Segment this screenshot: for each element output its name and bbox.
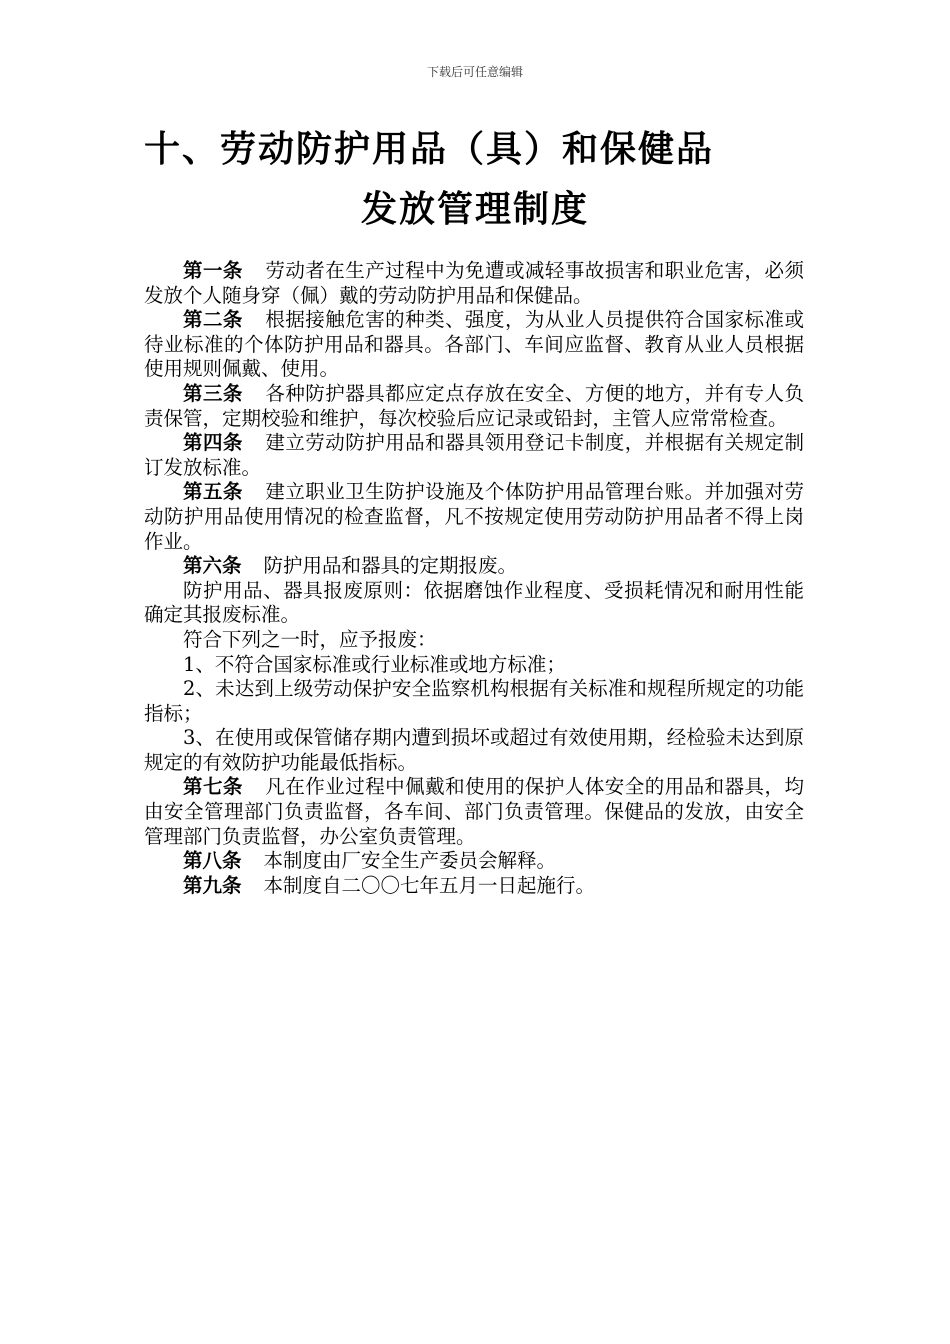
article-text: 建立职业卫生防护设施及个体防护用品管理台账。并加强对劳动防护用品使用情况的检查监督，凡不按规定使用劳动防护用品者不得上岗作业。 [144, 480, 804, 553]
article-label: 第七条 [183, 775, 243, 799]
document-body [144, 259, 804, 898]
scrap-intro: 符合下列之一时，应予报废： [183, 627, 437, 651]
article-text: 各种防护器具都应定点存放在安全、方便的地方，并有专人负责保管，定期校验和维护，每次校验后应记录或铅封，主管人应常常检查。 [144, 381, 804, 430]
article-label: 第六条 [183, 554, 242, 578]
document-title-line-2: 发放管理制度 [360, 189, 589, 230]
article-6 [144, 554, 804, 579]
article-text: 凡在作业过程中佩戴和使用的保护人体安全的用品和器具，均由安全管理部门负责监督，各车间、部门负责管理。保健品的发放，由安全管理部门负责监督，办公室负责管理。 [144, 775, 804, 848]
article-text: 本制度自二〇〇七年五月一日起施行。 [263, 873, 596, 897]
article-5 [144, 480, 804, 554]
article-8 [144, 849, 804, 874]
article-1 [144, 259, 804, 308]
article-text: 防护用品和器具的定期报废。 [263, 554, 518, 578]
article-label: 第八条 [183, 849, 242, 873]
article-label: 第一条 [183, 259, 243, 282]
article-label: 第三条 [183, 381, 243, 405]
page-header-note: 下载后可任意编辑 [426, 65, 523, 79]
scrap-item-1: 1、不符合国家标准或行业标准或地方标准； [183, 652, 566, 676]
article-label: 第四条 [183, 431, 243, 455]
article-text: 根据接触危害的种类、强度，为从业人员提供符合国家标准或待业标准的个体防护用品和器具。各部门、车间应监督、教育从业人员根据使用规则佩戴、使用。 [144, 308, 804, 381]
article-2 [144, 308, 804, 382]
article-label: 第九条 [183, 873, 242, 897]
document-title-line-1: 十、劳动防护用品（具）和保健品 [144, 129, 715, 170]
article-text: 建立劳动防护用品和器具领用登记卡制度，并根据有关规定制订发放标准。 [144, 431, 804, 479]
article-text: 本制度由厂安全生产委员会解释。 [263, 849, 557, 873]
scrap-item-2: 2、未达到上级劳动保护安全监察机构根据有关标准和规程所规定的功能指标； [144, 677, 804, 725]
article-label: 第五条 [183, 480, 243, 504]
article-text: 劳动者在生产过程中为免遭或减轻事故损害和职业危害，必须发放个人随身穿（佩）戴的劳动防护用品和保健品。 [144, 259, 804, 307]
article-3 [144, 382, 804, 431]
article-7 [144, 775, 804, 849]
article-9 [144, 874, 804, 899]
article-label: 第二条 [183, 308, 243, 332]
article-4 [144, 431, 804, 480]
scrap-item-3: 3、在使用或保管储存期内遭到损坏或超过有效使用期，经检验未达到原规定的有效防护功能最低指标。 [144, 726, 804, 774]
scrap-principle: 防护用品、器具报废原则：依据磨蚀作业程度、受损耗情况和耐用性能确定其报废标准。 [144, 578, 804, 627]
